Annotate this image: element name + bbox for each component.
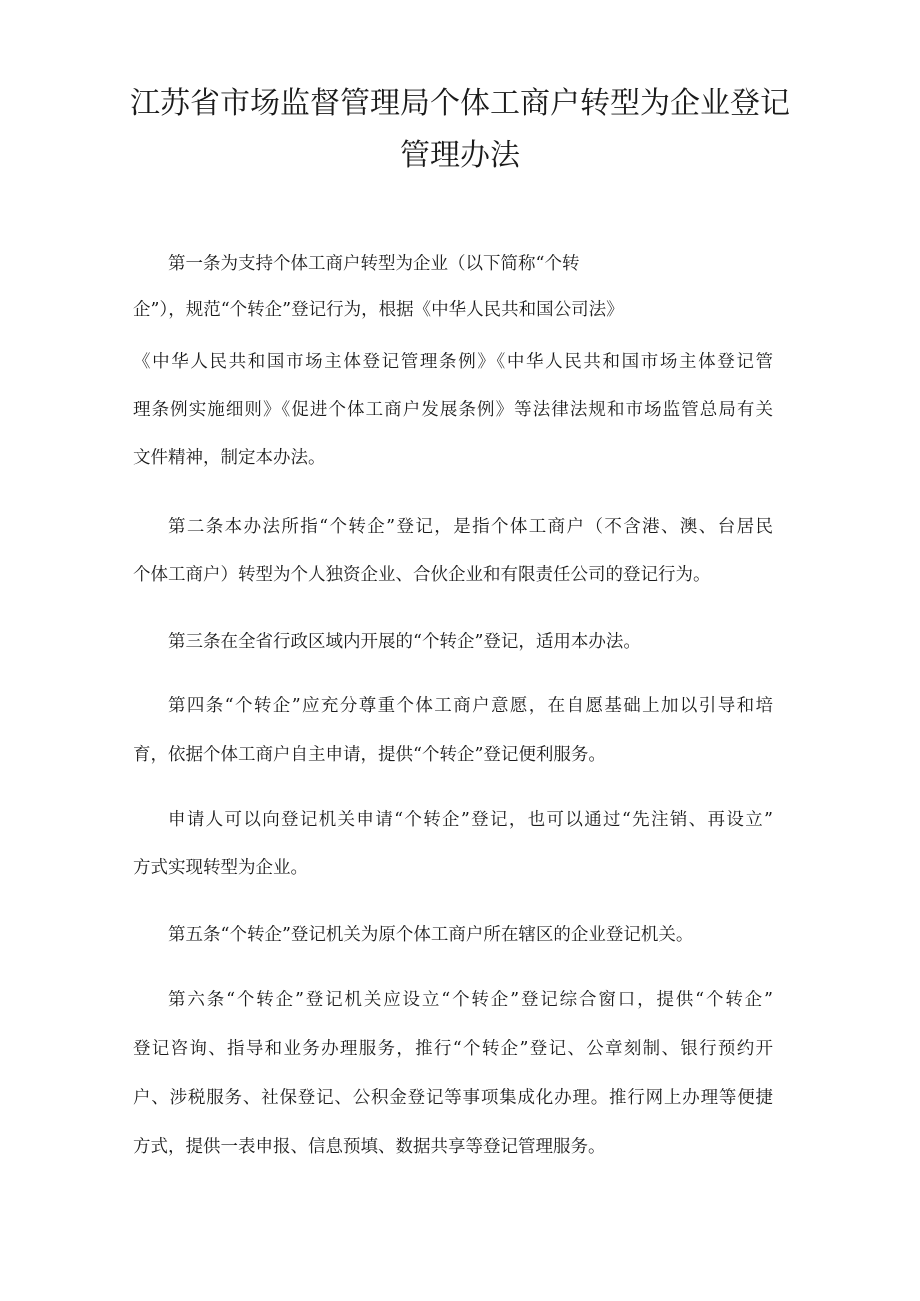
article-6-line-4: 方式，提供一表申报、信息预填、数据共享等登记管理服务。	[133, 1137, 606, 1157]
article-4-line-1: 第四条“个转企”应充分尊重个体工商户意愿，在自愿基础上加以引导和培	[168, 696, 773, 716]
article-2-line-1: 第二条本办法所指“个转企”登记，是指个体工商户（不含港、澳、台居民	[168, 517, 773, 537]
article-6-line-1: 第六条“个转企”登记机关应设立“个转企”登记综合窗口，提供“个转企”	[168, 990, 773, 1010]
title-line-2: 管理办法	[400, 138, 520, 173]
article-5-line-1: 第五条“个转企”登记机关为原个体工商户所在辖区的企业登记机关。	[168, 925, 694, 945]
article-6-line-2: 登记咨询、指导和业务办理服务，推行“个转企”登记、公章刻制、银行预约开	[133, 1039, 773, 1059]
article-3-line-1: 第三条在全省行政区域内开展的“个转企”登记，适用本办法。	[168, 632, 641, 652]
title-line-1: 江苏省市场监督管理局个体工商户转型为企业登记	[130, 86, 790, 121]
document-title	[130, 78, 790, 182]
article-1-line-5: 文件精神，制定本办法。	[133, 448, 326, 468]
article-4b-line-1: 申请人可以向登记机关申请“个转企”登记，也可以通过“先注销、再设立”	[168, 810, 773, 830]
article-1-line-4: 理条例实施细则》《促进个体工商户发展条例》等法律法规和市场监管总局有关	[133, 400, 773, 420]
article-2-line-2: 个体工商户）转型为个人独资企业、合伙企业和有限责任公司的登记行为。	[133, 565, 711, 585]
article-1-line-2: 企”），规范“个转企”登记行为，根据《中华人民共和国公司法》	[133, 300, 624, 320]
article-1-line-1: 第一条为支持个体工商户转型为企业（以下简称“个转	[168, 254, 580, 274]
article-1-line-3: 《中华人民共和国市场主体登记管理条例》《中华人民共和国市场主体登记管	[133, 352, 773, 372]
article-4-line-2: 育，依据个体工商户自主申请，提供“个转企”登记便利服务。	[133, 745, 606, 765]
article-6-line-3: 户、涉税服务、社保登记、公积金登记等事项集成化办理。推行网上办理等便捷	[133, 1088, 773, 1108]
article-4b-line-2: 方式实现转型为企业。	[133, 858, 308, 878]
